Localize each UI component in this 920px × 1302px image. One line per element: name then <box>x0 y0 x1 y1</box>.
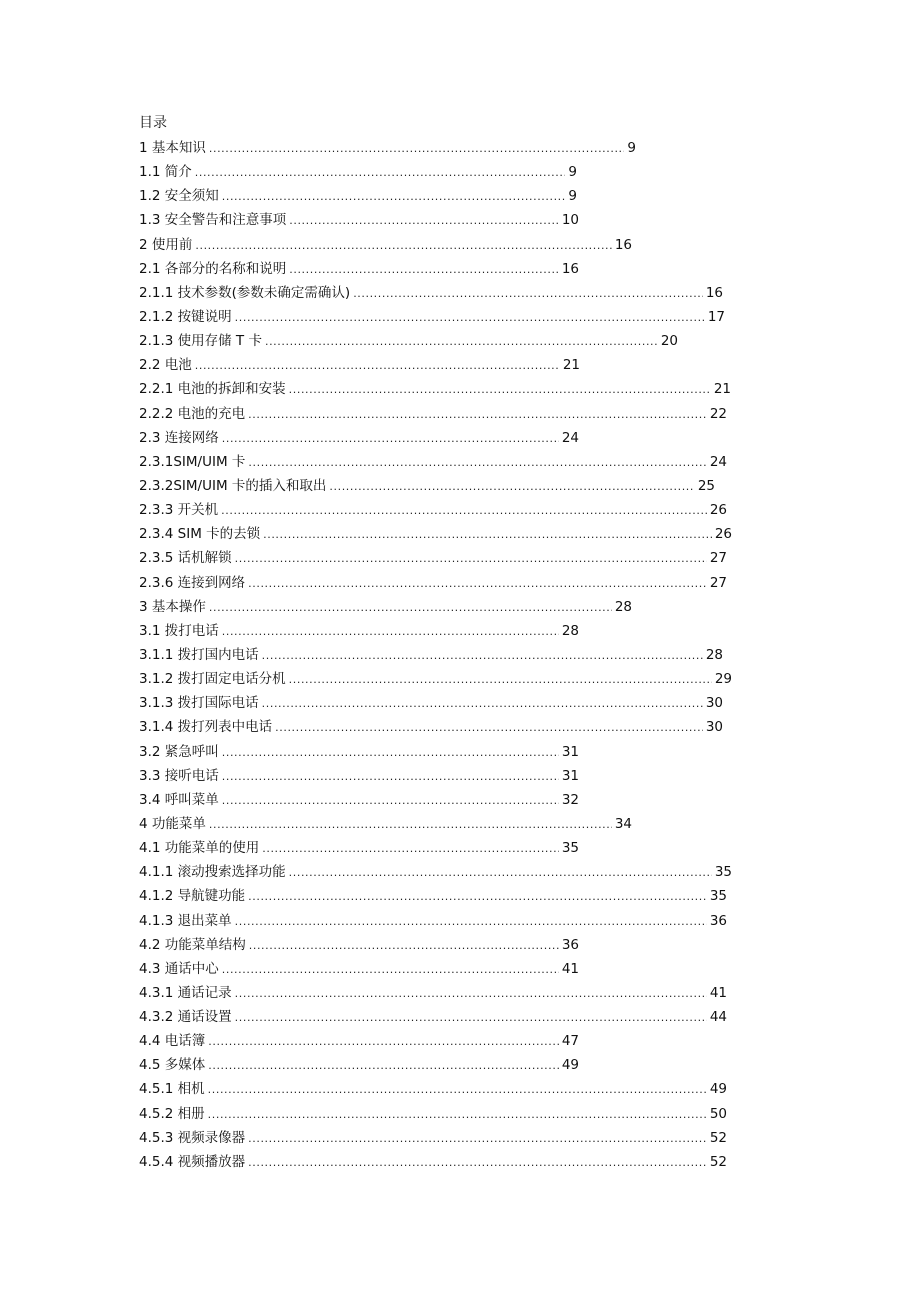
toc-entry-page-number: 24 <box>561 429 579 446</box>
toc-entry-label: 2.1.2 按键说明 <box>139 308 232 325</box>
toc-entry[interactable] <box>139 1128 759 1152</box>
toc-entry[interactable] <box>139 235 759 259</box>
dot-leader <box>209 139 625 159</box>
dot-leader <box>289 380 711 400</box>
toc-entry[interactable] <box>139 138 759 162</box>
toc-entry-label: 4.5.4 视频播放器 <box>139 1153 246 1170</box>
toc-entry[interactable] <box>139 645 759 669</box>
toc-entry[interactable] <box>139 404 759 428</box>
toc-entry[interactable] <box>139 1152 759 1176</box>
dot-leader <box>289 863 712 883</box>
toc-entry-page-number: 29 <box>714 671 732 688</box>
toc-entry-page-number: 25 <box>697 477 715 494</box>
toc-entry-page-number: 28 <box>614 598 632 615</box>
toc-entry-label: 4.1 功能菜单的使用 <box>139 840 260 857</box>
dot-leader <box>275 718 703 738</box>
toc-entry[interactable] <box>139 283 759 307</box>
dot-leader <box>208 1105 707 1125</box>
toc-entry-page-number: 41 <box>709 984 727 1001</box>
dot-leader <box>262 694 703 714</box>
toc-entry-label: 4.4 电话簿 <box>139 1033 206 1050</box>
dot-leader <box>289 260 559 280</box>
toc-entry-label: 3.4 呼叫菜单 <box>139 791 219 808</box>
toc-entry[interactable] <box>139 814 759 838</box>
toc-entry-page-number: 52 <box>709 1153 727 1170</box>
dot-leader <box>209 815 612 835</box>
toc-entry-label: 1.2 安全须知 <box>139 188 219 205</box>
toc-entry[interactable] <box>139 524 759 548</box>
toc-entry-label: 4.2 功能菜单结构 <box>139 936 246 953</box>
dot-leader <box>248 887 707 907</box>
dot-leader <box>222 743 559 763</box>
toc-entry[interactable] <box>139 307 759 331</box>
toc-entry-label: 4 功能菜单 <box>139 815 206 832</box>
toc-entry-page-number: 32 <box>561 791 579 808</box>
toc-entry-label: 4.5.2 相册 <box>139 1105 205 1122</box>
dot-leader <box>235 984 707 1004</box>
toc-entry[interactable] <box>139 766 759 790</box>
toc-entry[interactable] <box>139 428 759 452</box>
toc-entry-label: 4.1.3 退出菜单 <box>139 912 232 929</box>
dot-leader <box>208 1056 559 1076</box>
toc-entry-page-number: 36 <box>561 936 579 953</box>
dot-leader <box>208 1032 559 1052</box>
dot-leader <box>208 1080 707 1100</box>
toc-entry-page-number: 21 <box>713 381 731 398</box>
dot-leader <box>262 646 703 666</box>
toc-entry-label: 4.1.2 导航键功能 <box>139 888 246 905</box>
toc-entry[interactable] <box>139 259 759 283</box>
dot-leader <box>289 211 559 231</box>
toc-entry[interactable] <box>139 210 759 234</box>
toc-entry-label: 3.1.1 拨打国内电话 <box>139 646 259 663</box>
toc-entry[interactable] <box>139 959 759 983</box>
toc-entry[interactable] <box>139 790 759 814</box>
toc-entry-label: 4.3.1 通话记录 <box>139 984 232 1001</box>
toc-entry-page-number: 22 <box>709 405 727 422</box>
toc-entry[interactable] <box>139 1055 759 1079</box>
toc-entry-page-number: 9 <box>568 164 577 181</box>
toc-entry-page-number: 28 <box>561 622 579 639</box>
dot-leader <box>265 332 658 352</box>
toc-entry[interactable] <box>139 693 759 717</box>
toc-entry-page-number: 35 <box>561 840 579 857</box>
toc-entry-label: 2.1.1 技术参数(参数未确定需确认) <box>139 284 351 301</box>
toc-entry-label: 3 基本操作 <box>139 598 206 615</box>
toc-entry-page-number: 20 <box>660 333 678 350</box>
dot-leader <box>235 549 707 569</box>
dot-leader <box>248 1153 707 1173</box>
toc-entry-label: 3.1.4 拨打列表中电话 <box>139 719 273 736</box>
toc-entry-label: 2.3.2SIM/UIM 卡的插入和取出 <box>139 477 327 494</box>
toc-entry-label: 2.1.3 使用存储 T 卡 <box>139 333 262 350</box>
toc-entry[interactable] <box>139 1007 759 1031</box>
toc-title: 目录 <box>139 115 167 131</box>
dot-leader <box>248 453 706 473</box>
dot-leader <box>222 767 559 787</box>
dot-leader <box>195 163 566 183</box>
toc-entry-label: 3.1.3 拨打国际电话 <box>139 695 259 712</box>
toc-entry-page-number: 41 <box>561 960 579 977</box>
dot-leader <box>221 501 707 521</box>
toc-entry[interactable] <box>139 621 759 645</box>
dot-leader <box>195 356 560 376</box>
toc-entry-page-number: 28 <box>705 646 723 663</box>
dot-leader <box>235 308 705 328</box>
toc-entry-page-number: 16 <box>614 236 632 253</box>
toc-entry-page-number: 26 <box>709 502 727 519</box>
dot-leader <box>249 936 559 956</box>
toc-entry[interactable] <box>139 573 759 597</box>
toc-entry-label: 4.5.3 视频录像器 <box>139 1129 246 1146</box>
toc-entry-label: 4.3.2 通话设置 <box>139 1009 232 1026</box>
toc-entry-page-number: 35 <box>714 864 732 881</box>
toc-entry-page-number: 17 <box>707 308 725 325</box>
toc-entry[interactable] <box>139 597 759 621</box>
toc-entry-page-number: 31 <box>561 767 579 784</box>
toc-entry-label: 2.3.5 话机解锁 <box>139 550 232 567</box>
toc-entry-page-number: 31 <box>561 743 579 760</box>
toc-entry-label: 4.5.1 相机 <box>139 1081 205 1098</box>
toc-entry[interactable] <box>139 500 759 524</box>
toc-entry-page-number: 16 <box>561 260 579 277</box>
toc-entry-page-number: 49 <box>709 1081 727 1098</box>
toc-entry-page-number: 16 <box>705 284 723 301</box>
dot-leader <box>353 284 703 304</box>
toc-entry-label: 3.1.2 拨打固定电话分机 <box>139 671 286 688</box>
toc-entry-page-number: 27 <box>709 574 727 591</box>
dot-leader <box>248 1129 707 1149</box>
toc-entry-label: 1.3 安全警告和注意事项 <box>139 212 287 229</box>
toc-entry[interactable] <box>139 935 759 959</box>
toc-entry-label: 4.1.1 滚动搜索选择功能 <box>139 864 286 881</box>
toc-entry-label: 2.2.1 电池的拆卸和安装 <box>139 381 286 398</box>
toc-entry-page-number: 36 <box>709 912 727 929</box>
dot-leader <box>235 1008 707 1028</box>
toc-entry-label: 2 使用前 <box>139 236 193 253</box>
toc-entry[interactable] <box>139 983 759 1007</box>
toc-entry[interactable] <box>139 1104 759 1128</box>
toc-entry-page-number: 50 <box>709 1105 727 1122</box>
dot-leader <box>289 670 712 690</box>
dot-leader <box>263 525 712 545</box>
toc-entry-page-number: 10 <box>561 212 579 229</box>
dot-leader <box>262 839 559 859</box>
dot-leader <box>222 960 559 980</box>
toc-entry-page-number: 9 <box>627 140 636 156</box>
toc-entry[interactable] <box>139 742 759 766</box>
toc-entry-label: 2.3.1SIM/UIM 卡 <box>139 453 246 470</box>
toc-entry[interactable] <box>139 911 759 935</box>
dot-leader <box>235 912 707 932</box>
toc-entry-page-number: 27 <box>709 550 727 567</box>
toc-entry-label: 2.3.4 SIM 卡的去锁 <box>139 526 261 543</box>
toc-entry-label: 3.2 紧急呼叫 <box>139 743 219 760</box>
toc-list <box>139 138 759 1176</box>
toc-entry-page-number: 44 <box>709 1009 727 1026</box>
toc-entry-page-number: 52 <box>709 1129 727 1146</box>
dot-leader <box>209 598 612 618</box>
dot-leader <box>222 791 559 811</box>
toc-entry-page-number: 30 <box>705 695 723 712</box>
toc-entry[interactable] <box>139 331 759 355</box>
toc-entry-page-number: 47 <box>561 1033 579 1050</box>
toc-entry-label: 4.5 多媒体 <box>139 1057 206 1074</box>
toc-entry-page-number: 24 <box>709 453 727 470</box>
toc-entry-label: 3.3 接听电话 <box>139 767 219 784</box>
toc-entry-label: 3.1 拨打电话 <box>139 622 219 639</box>
toc-entry[interactable] <box>139 886 759 910</box>
toc-entry[interactable] <box>139 379 759 403</box>
toc-entry[interactable] <box>139 1031 759 1055</box>
toc-entry-label: 2.3 连接网络 <box>139 429 219 446</box>
dot-leader <box>222 622 559 642</box>
toc-entry-page-number: 9 <box>568 188 577 205</box>
toc-entry-page-number: 21 <box>562 357 580 374</box>
toc-entry[interactable] <box>139 186 759 210</box>
toc-entry-page-number: 49 <box>561 1057 579 1074</box>
toc-entry[interactable] <box>139 717 759 741</box>
toc-entry-label: 2.2.2 电池的充电 <box>139 405 246 422</box>
dot-leader <box>248 405 707 425</box>
dot-leader <box>248 574 707 594</box>
toc-entry-page-number: 30 <box>705 719 723 736</box>
toc-entry[interactable] <box>139 669 759 693</box>
toc-entry[interactable] <box>139 162 759 186</box>
toc-entry-label: 2.3.6 连接到网络 <box>139 574 246 591</box>
toc-entry-label: 1 基本知识 <box>139 140 206 156</box>
toc-entry-page-number: 35 <box>709 888 727 905</box>
toc-entry-page-number: 26 <box>714 526 732 543</box>
dot-leader <box>329 477 694 497</box>
toc-entry-label: 2.2 电池 <box>139 357 192 374</box>
toc-entry-label: 2.1 各部分的名称和说明 <box>139 260 287 277</box>
toc-entry-page-number: 34 <box>614 815 632 832</box>
dot-leader <box>222 187 566 207</box>
toc-entry-label: 1.1 简介 <box>139 164 192 181</box>
toc-entry[interactable] <box>139 355 759 379</box>
toc-entry[interactable] <box>139 548 759 572</box>
toc-entry[interactable] <box>139 1079 759 1103</box>
toc-entry[interactable] <box>139 452 759 476</box>
toc-entry[interactable] <box>139 838 759 862</box>
toc-entry[interactable] <box>139 476 759 500</box>
dot-leader <box>222 429 559 449</box>
toc-entry-label: 2.3.3 开关机 <box>139 502 219 519</box>
toc-entry[interactable] <box>139 862 759 886</box>
dot-leader <box>195 236 611 256</box>
toc-entry-label: 4.3 通话中心 <box>139 960 219 977</box>
